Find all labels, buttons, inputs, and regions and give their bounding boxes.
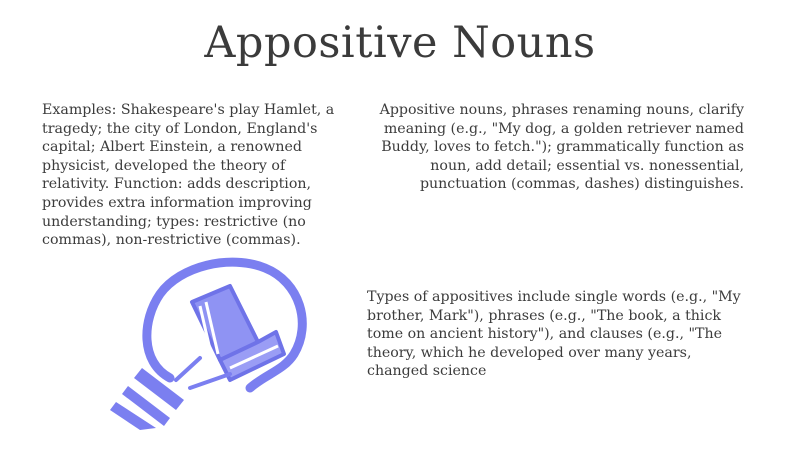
slide-title: Appositive Nouns (204, 18, 596, 68)
book-icon (192, 286, 284, 380)
types-paragraph: Types of appositives include single words (e.g., "My brother, Mark"), phrases (e.g., "The book, a thick tome on ancient history"), and clauses (e.g., "The theory, which he developed over many years, changed science (367, 289, 741, 380)
definition-paragraph: Appositive nouns, phrases renaming nouns, clarify meaning (e.g., "My dog, a golden retriever named Buddy, loves to fetch."); grammatically function as noun, add detail; essential vs. nonessential, punctuation (commas, dashes) distinguishes. (379, 102, 744, 193)
lightbulb-book-icon (80, 250, 320, 430)
examples-paragraph: Examples: Shakespeare's play Hamlet, a tragedy; the city of London, England's capital; Albert Einstein, a renowned physicist, developed the theory of relativity. Function: adds description, provides extra information improving understanding; types: restrictive (no commas), non-restrictive (commas). (42, 102, 335, 249)
